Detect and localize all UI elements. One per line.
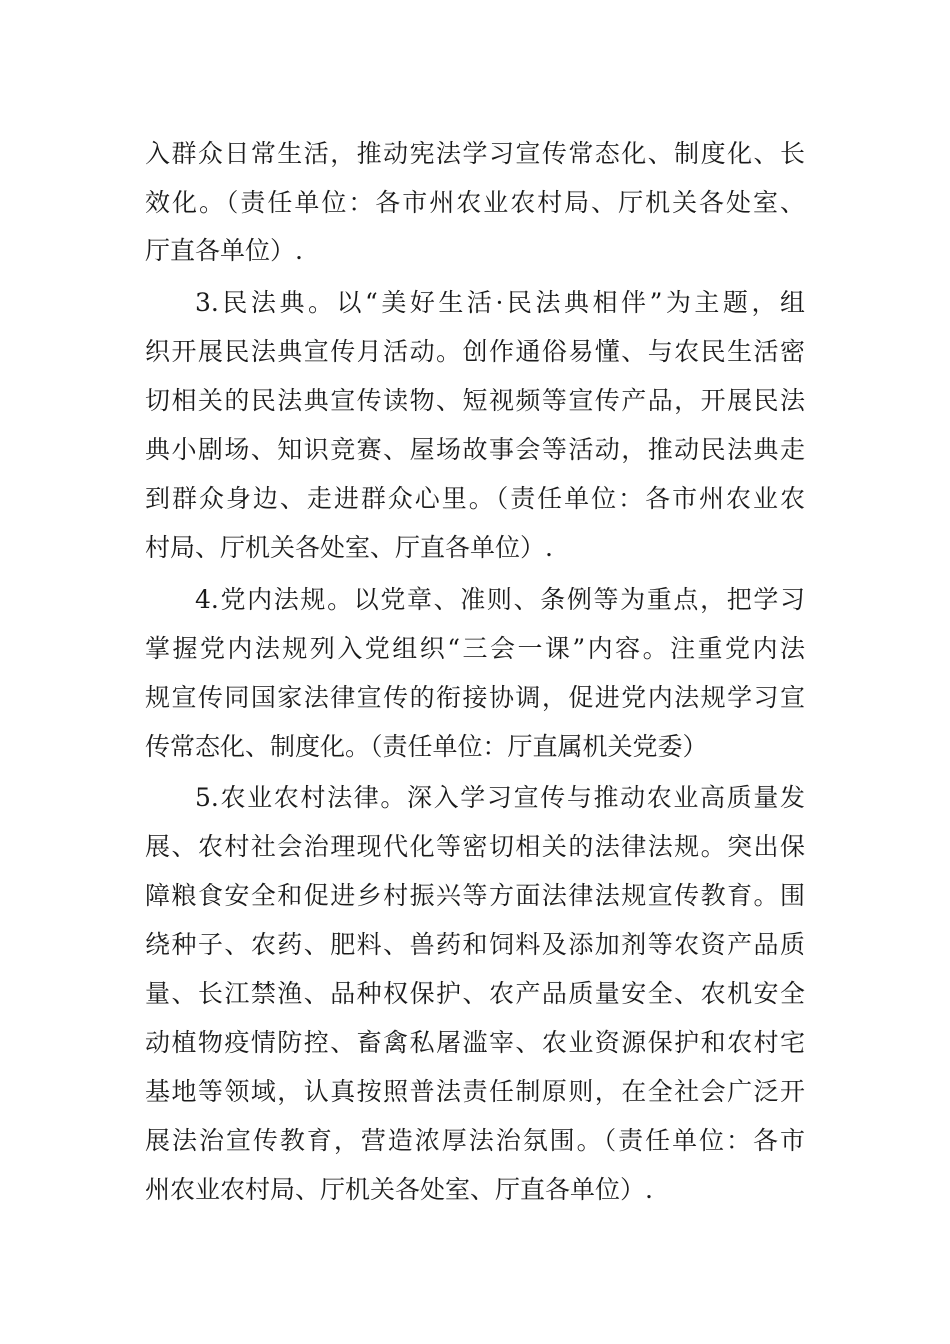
text-line: 入群众日常生活，推动宪法学习宣传常态化、制度化、长 <box>145 139 805 168</box>
text-line: 效化。（责任单位：各市州农业农村局、厅机关各处室、 <box>145 188 805 217</box>
paragraph-start-line: 4.党内法规。以党章、准则、条例等为重点，把学习 <box>195 585 805 614</box>
paragraph-start-line: 5.农业农村法律。深入学习宣传与推动农业高质量发 <box>195 783 805 812</box>
text-line: 村局、厅机关各处室、厅直各单位）. <box>145 533 553 562</box>
text-line: 掌握党内法规列入党组织“三会一课”内容。注重党内法 <box>145 634 805 663</box>
text-line: 传常态化、制度化。（责任单位：厅直属机关党委） <box>145 732 708 761</box>
text-line: 量、长江禁渔、品种权保护、农产品质量安全、农机安全 <box>145 979 805 1008</box>
text-line: 规宣传同国家法律宣传的衔接协调，促进党内法规学习宣 <box>145 683 805 712</box>
text-line: 织开展民法典宣传月活动。创作通俗易懂、与农民生活密 <box>145 337 805 366</box>
text-line: 障粮食安全和促进乡村振兴等方面法律法规宣传教育。围 <box>145 881 805 910</box>
text-line: 展、农村社会治理现代化等密切相关的法律法规。突出保 <box>145 832 805 861</box>
text-line: 厅直各单位）. <box>145 236 303 265</box>
text-line: 基地等领域，认真按照普法责任制原则，在全社会广泛开 <box>145 1077 805 1106</box>
text-line: 切相关的民法典宣传读物、短视频等宣传产品，开展民法 <box>145 386 805 415</box>
text-line: 典小剧场、知识竞赛、屋场故事会等活动，推动民法典走 <box>145 435 805 464</box>
text-line: 绕种子、农药、肥料、兽药和饲料及添加剂等农资产品质 <box>145 930 805 959</box>
text-line: 展法治宣传教育，营造浓厚法治氛围。（责任单位：各市 <box>145 1126 805 1155</box>
text-line: 动植物疫情防控、畜禽私屠滥宰、农业资源保护和农村宅 <box>145 1028 805 1057</box>
text-line: 到群众身边、走进群众心里。（责任单位：各市州农业农 <box>145 484 805 513</box>
paragraph-start-line: 3.民法典。以“美好生活·民法典相伴”为主题，组 <box>195 288 805 317</box>
text-line: 州农业农村局、厅机关各处室、厅直各单位）. <box>145 1175 653 1204</box>
